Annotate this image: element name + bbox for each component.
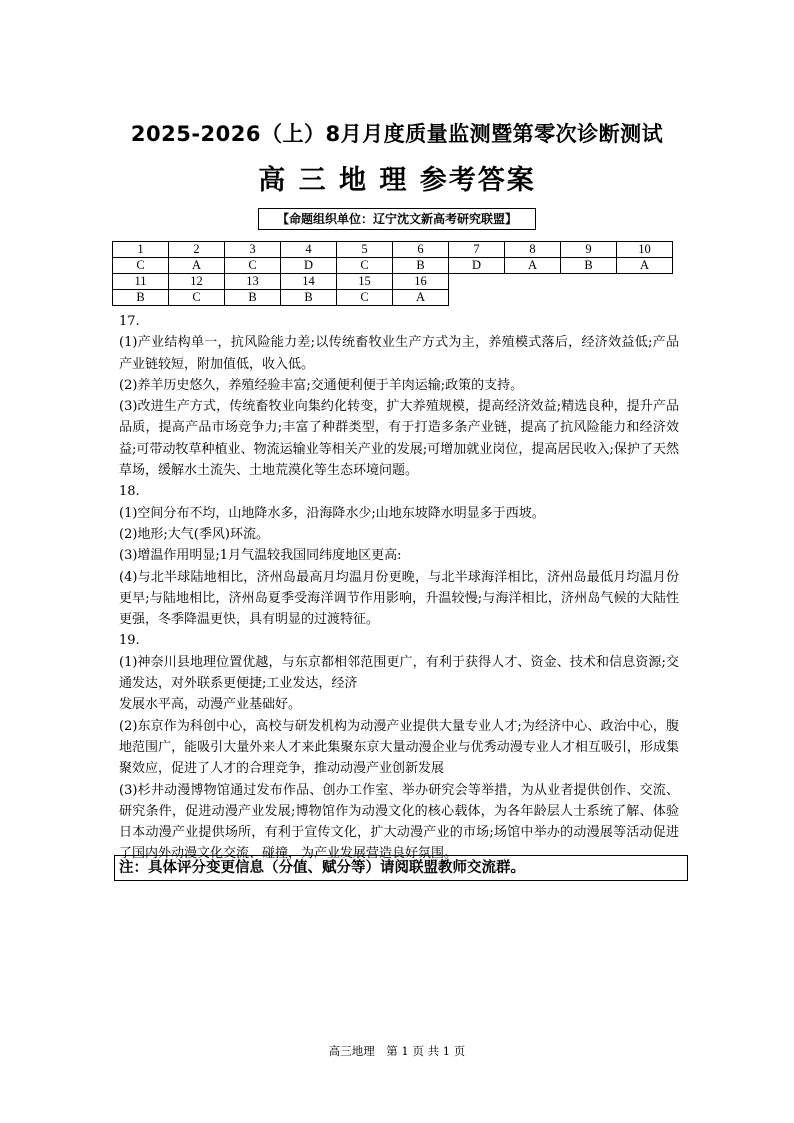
question-number: 1 [113,242,169,258]
empty-cell [617,274,673,290]
exam-subtitle: 高 三 地 理 参考答案 [258,165,536,196]
question-number: 16 [393,274,449,290]
answer-cell: C [113,258,169,274]
empty-cell [449,274,505,290]
question-number: 12 [169,274,225,290]
answer-cell: B [281,290,337,306]
answer-cell: B [561,258,617,274]
answer-table [112,241,673,306]
question-18-heading: 18. [119,484,140,500]
answer-paragraph: (4)与北半球陆地相比，济州岛最高月均温月份更晚，与北半球海洋相比，济州岛最低月均温月份更早;与陆地相比，济州岛夏季受海洋调节作用影响，升温较慢;与海洋相比，济州岛气候的大陆性更强，冬季降温更快，具有明显的过渡特征。 [119,569,679,628]
question-number: 15 [337,274,393,290]
answer-cell: D [281,258,337,274]
answer-paragraph: (3)杉井动漫博物馆通过发布作品、创办工作室、举办研究会等举措，为从业者提供创作、交流、研究条件，促进动漫产业发展;博物馆作为动漫文化的核心载体，为各年龄层人士系统了解、体验日本动漫产业提供场所，有利于宣传文化，扩大动漫产业的市场;场馆中举办的动漫展等活动促进了国内外动漫文化交流、碰撞，为产业发展营造良好氛围。 [119,782,679,862]
answer-cell: B [225,290,281,306]
answer-paragraph: (1)神奈川县地理位置优越，与东京都相邻范围更广，有利于获得人才、资金、技术和信息资源;交通发达，对外联系更便捷;工业发达，经济 [119,654,679,692]
empty-cell [561,274,617,290]
answer-paragraph: (3)增温作用明显;1月气温较我国同纬度地区更高: [119,548,402,564]
answer-cell: A [393,290,449,306]
answer-key-row [113,258,673,274]
answer-paragraph: (2)地形;大气(季风)环流。 [119,526,269,542]
empty-cell [505,274,561,290]
question-number: 14 [281,274,337,290]
answer-cell: A [169,258,225,274]
question-17-heading: 17. [119,314,140,329]
scoring-note: 注：具体评分变更信息（分值、赋分等）请阅联盟教师交流群。 [114,855,688,881]
question-19-heading: 19. [119,633,140,649]
answer-cell: C [169,290,225,306]
answer-number-row [113,274,673,290]
answer-paragraph: 发展水平高，动漫产业基础好。 [119,697,302,713]
empty-cell [449,290,505,306]
question-number: 6 [393,242,449,258]
answer-paragraph: (2)养羊历史悠久，养殖经验丰富;交通便利便于羊肉运输;政策的支持。 [119,377,524,393]
page-footer: 高三地理 第 1 页 共 1 页 [328,1044,466,1058]
question-number: 4 [281,242,337,258]
answer-number-row [113,242,673,258]
answer-paragraph: (1)产业结构单一，抗风险能力差;以传统畜牧业生产方式为主，养殖模式落后，经济效益低;产品产业链较短，附加值低，收入低。 [119,335,679,372]
answer-cell: B [393,258,449,274]
answer-cell: C [225,258,281,274]
organizer-box: 【命题组织单位：辽宁沈文新高考研究联盟】 [258,208,536,230]
question-number: 5 [337,242,393,258]
question-number: 9 [561,242,617,258]
answer-cell: C [337,258,393,274]
answer-cell: B [113,290,169,306]
question-number: 13 [225,274,281,290]
exam-title: 2025-2026（上）8月月度质量监测暨第零次诊断测试 [130,122,664,146]
answer-cell: A [617,258,673,274]
answer-key-row [113,290,673,306]
answer-paragraph: (3)改进生产方式，传统畜牧业向集约化转变，扩大养殖规模，提高经济效益;精选良种，提升产品品质，提高产品市场竞争力;丰富了种群类型，有于打造多条产业链，提高了抗风险能力和经济效益;可带动牧草种植业、物流运输业等相关产业的发展;可增加就业岗位，提高居民收入;保护了天然草场，缓解水土流失、土地荒漠化等生态环境问题。 [119,399,679,479]
empty-cell [617,290,673,306]
question-number: 11 [113,274,169,290]
question-number: 7 [449,242,505,258]
answer-cell: A [505,258,561,274]
empty-cell [505,290,561,306]
answer-cell: D [449,258,505,274]
answer-content [119,311,679,865]
answer-paragraph: (1)空间分布不均，山地降水多，沿海降水少;山地东坡降水明显多于西坡。 [119,505,545,521]
question-number: 3 [225,242,281,258]
question-number: 2 [169,242,225,258]
empty-cell [561,290,617,306]
question-number: 8 [505,242,561,258]
answer-paragraph: (2)东京作为科创中心，高校与研发机构为动漫产业提供大量专业人才;为经济中心、政治中心，腹地范围广，能吸引大量外来人才来此集聚东京大量动漫企业与优秀动漫专业人才相互吸引，形成集聚效应，促进了人才的合理竞争，推动动漫产业创新发展 [119,718,679,777]
question-number: 10 [617,242,673,258]
answer-cell: C [337,290,393,306]
